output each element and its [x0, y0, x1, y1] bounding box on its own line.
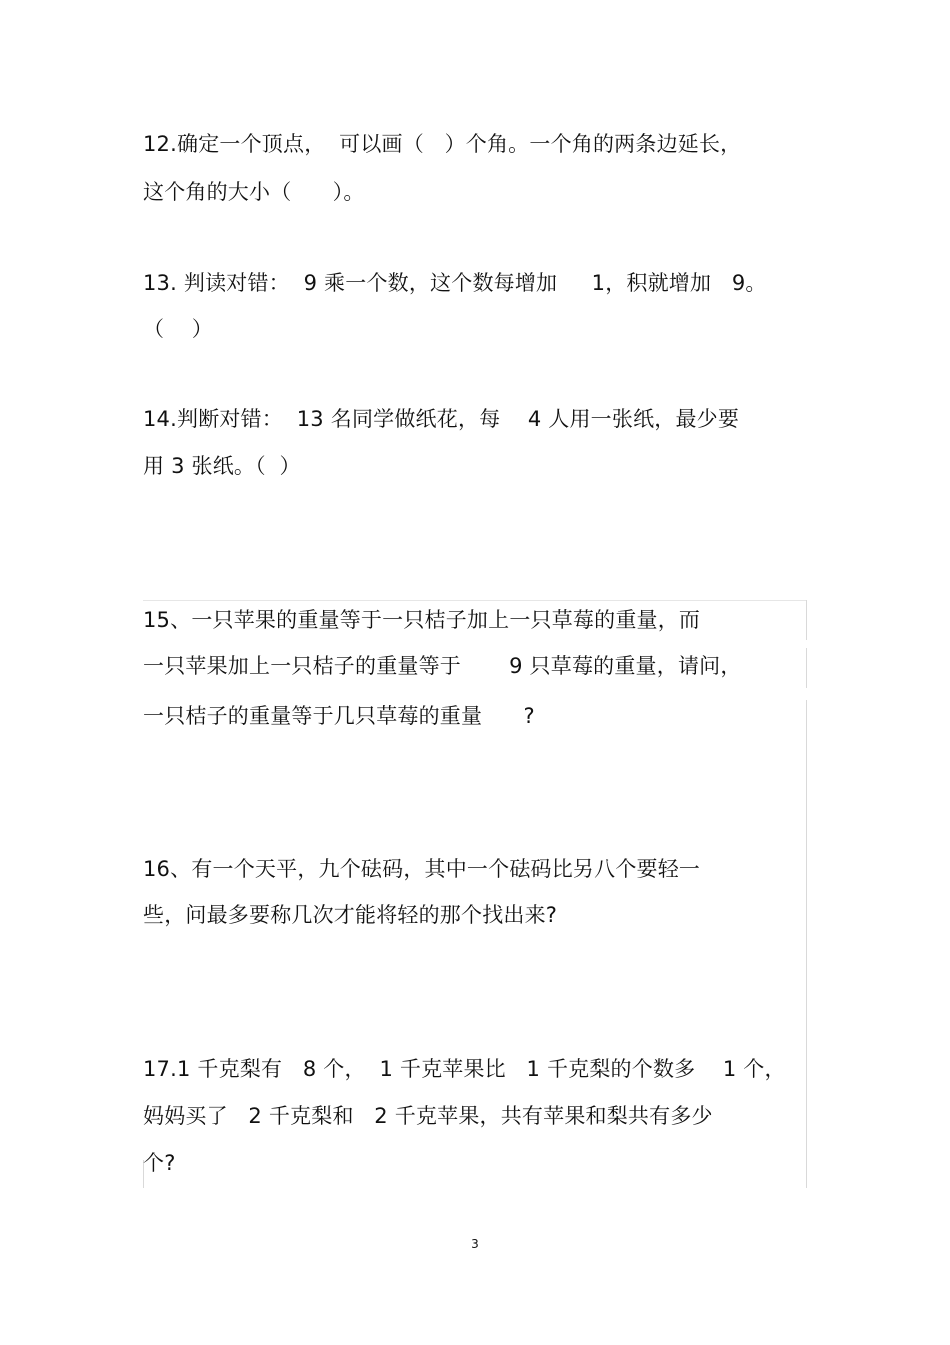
q13-line1: 13. 判读对错： 9 乘一个数，这个数每增加 1，积就增加 9。 [143, 271, 767, 295]
q17-line1: 17.1 千克梨有 8 个， 1 千克苹果比 1 千克梨的个数多 1 个， [143, 1057, 786, 1081]
q17-line3: 个? [143, 1151, 176, 1175]
q15-frame-right-1 [806, 600, 807, 640]
q15-frame-right-3 [806, 700, 807, 1188]
page-number: 3 [471, 1237, 479, 1251]
q15-line2: 一只苹果加上一只桔子的重量等于 9 只草莓的重量，请问， [143, 654, 742, 678]
q15-frame-top [143, 600, 807, 601]
q15-line1: 15、一只苹果的重量等于一只桔子加上一只草莓的重量，而 [143, 608, 701, 632]
q17-line2: 妈妈买了 2 千克梨和 2 千克苹果，共有苹果和梨共有多少 [143, 1104, 713, 1128]
q16-line1: 16、有一个天平，九个砝码，其中一个砝码比另八个要轻一 [143, 857, 701, 881]
q15-line3: 一只桔子的重量等于几只草莓的重量 ? [143, 704, 535, 728]
q12-line1: 12.确定一个顶点， 可以画（ ）个角。一个角的两条边延长， [143, 132, 742, 156]
q12-line2: 这个角的大小（ ）。 [143, 180, 365, 204]
q13-line2: （ ） [143, 317, 213, 341]
q15-frame-right-2 [806, 648, 807, 688]
q16-line2: 些，问最多要称几次才能将轻的那个找出来? [143, 903, 558, 927]
q14-line1: 14.判断对错： 13 名同学做纸花，每 4 人用一张纸，最少要 [143, 407, 740, 431]
q14-line2: 用 3 张纸。（ ） [143, 454, 301, 478]
